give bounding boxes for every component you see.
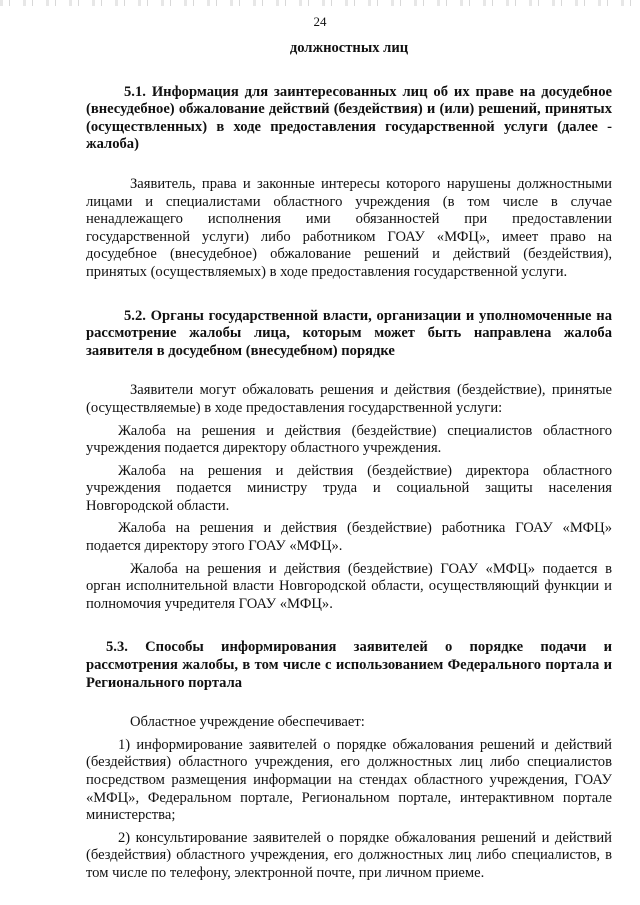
section-5-3-item-2: 2) консультирование заявителей о порядке обжалования решений и действий (бездействия) областного учреждения, его должностных лиц либо специалистов, в том числе по телефону, электронной почте, при личном приеме. <box>86 829 612 881</box>
section-5-2-paragraph-4: Жалоба на решения и действия (бездействие) работника ГОАУ «МФЦ» подается директору этого ГОАУ «МФЦ». <box>86 520 612 555</box>
section-5-2-paragraph-5: Жалоба на решения и действия (бездействие) ГОАУ «МФЦ» подается в орган исполнительной власти Новгородской области, осуществляющий функции и полномочия учредителя ГОАУ «МФЦ». <box>86 560 612 612</box>
document-body <box>86 40 612 883</box>
continued-heading-line: должностных лиц <box>289 40 409 56</box>
section-5-2-paragraph-2: Жалоба на решения и действия (бездействие) специалистов областного учреждения подается директору областного учреждения. <box>86 422 612 457</box>
page-number: 24 <box>313 14 327 29</box>
section-5-2-heading: 5.2. Органы государственной власти, организации и уполномоченные на рассмотрение жалобы лица, которым может быть направлена жалоба заявителя в досудебном (внесудебном) порядке <box>86 307 612 359</box>
section-5-3-heading: 5.3. Способы информирования заявителей о порядке подачи и рассмотрения жалобы, в том числе с использованием Федерального портала и Регионального портала <box>86 639 612 691</box>
section-5-2-paragraph-1: Заявители могут обжаловать решения и действия (бездействие), принятые (осуществляемые) в ходе предоставления государственной услуги: <box>86 382 612 416</box>
section-5-1-paragraph: Заявитель, права и законные интересы которого нарушены должностными лицами и специалистами областного учреждения (в том числе в случае ненадлежащего исполнения ими обязанностей при предоставлении государственной услуги) либо работником ГОАУ «МФЦ», имеет право на досудебное (внесудебное) обжалование решений и действий (бездействия), принятых (осуществляемых) в ходе предоставления государственной услуги. <box>86 175 612 280</box>
section-5-2-paragraph-3: Жалоба на решения и действия (бездействие) директора областного учреждения подается министру труда и социальной защиты населения Новгородской области. <box>86 462 612 514</box>
scan-artifact <box>0 0 640 6</box>
section-5-1-heading: 5.1. Информация для заинтересованных лиц об их праве на досудебное (внесудебное) обжалование действий (бездействия) и (или) решений, принятых (осуществленных) в ходе предоставления государственной услуги (далее - жалоба) <box>86 83 612 153</box>
section-5-3-item-1: 1) информирование заявителей о порядке обжалования решений и действий (бездействия) областного учреждения, его должностных лиц либо специалистов посредством размещения информации на стендах областного учреждения, ГОАУ «МФЦ», Федеральном портале, Региональном портале, интерактивном портале министерства; <box>86 736 612 824</box>
section-5-3-intro: Областное учреждение обеспечивает: <box>130 714 365 731</box>
